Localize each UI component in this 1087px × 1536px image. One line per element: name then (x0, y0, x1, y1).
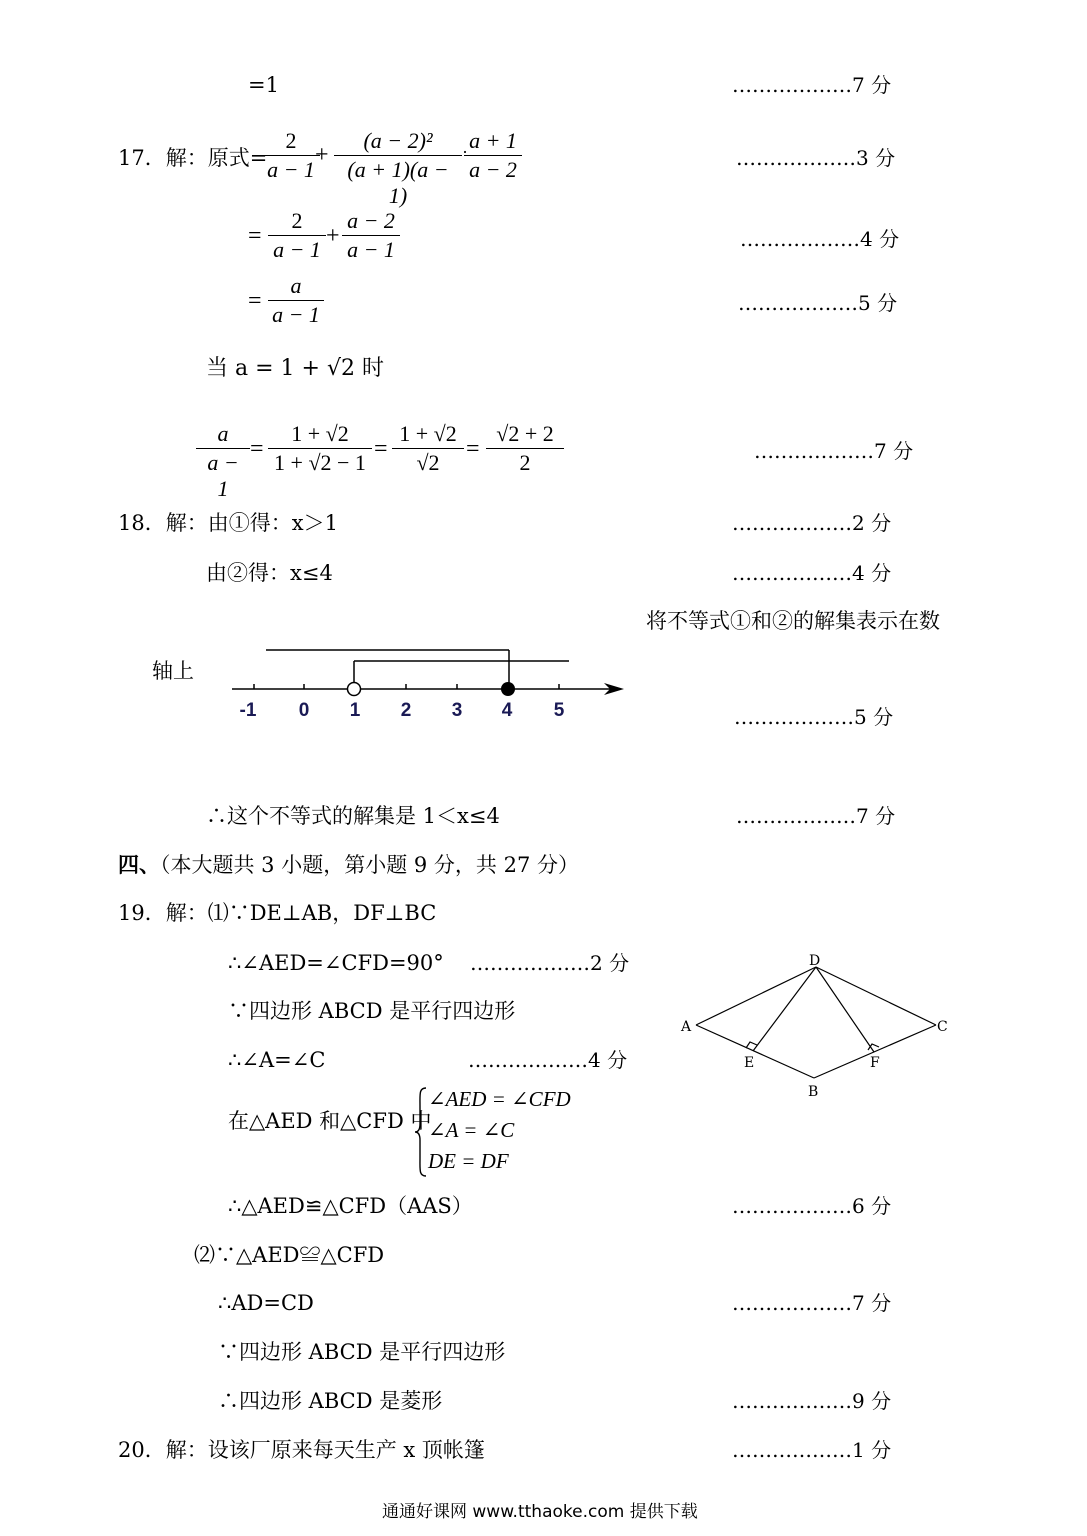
tick-label-2: 2 (400, 700, 412, 721)
dot-sign: · (462, 142, 468, 162)
vertex-label-a: A (681, 1019, 692, 1035)
vertex-label-d: D (809, 953, 821, 969)
equals-sign: = (374, 436, 388, 462)
q17-eval-frac-3: 1 + √2 √2 (392, 421, 464, 476)
q17-step2-frac-2: a − 2 a − 1 (342, 208, 400, 263)
open-point-1 (348, 683, 361, 696)
q19-part2-label: ⑵∵△AED≌△CFD (194, 1243, 385, 1267)
q17-step3-frac: a a − 1 (268, 273, 324, 328)
line-result: =1 (248, 73, 279, 97)
q17-eval-frac-4: √2 + 2 2 (486, 421, 564, 476)
q17-frac-3: a + 1 a − 2 (464, 128, 522, 183)
tick-label-neg1: -1 (239, 700, 257, 721)
equals-sign: = (248, 223, 262, 249)
q19-label: 19．解：⑴∵DE⊥AB，DF⊥BC (118, 901, 437, 925)
q17-eval-frac-2: 1 + √2 1 + √2 − 1 (268, 421, 372, 476)
tick-label-3: 3 (451, 700, 463, 721)
q17-label: 17．解：原式= (118, 146, 268, 170)
score-label: ………………2 分 (470, 951, 630, 975)
point-label-e: E (744, 1055, 755, 1071)
tick-label-4: 4 (501, 700, 513, 721)
equals-sign: = (250, 436, 264, 462)
q17-frac-2: (a − 2)² (a + 1)(a − 1) (334, 128, 462, 209)
q19-line-8: ∴AD=CD (218, 1291, 314, 1315)
score-label: ………………2 分 (732, 511, 892, 535)
equals-sign: = (466, 436, 480, 462)
score-label: ………………5 分 (738, 291, 898, 315)
q18-conclusion: ∴这个不等式的解集是 1＜x≤4 (206, 804, 500, 828)
score-label: ………………5 分 (734, 705, 894, 729)
score-label: ………………7 分 (754, 439, 914, 463)
plus-sign: + (326, 223, 340, 249)
q18-label: 18．解：由①得：x＞1 (118, 511, 338, 535)
q17-eval-frac-1: a a − 1 (196, 421, 250, 502)
q18-line-3: 将不等式①和②的解集表示在数 (646, 609, 940, 633)
q19-line-6: ∴△AED≌△CFD（AAS） (228, 1194, 473, 1218)
q19-line-10: ∴四边形 ABCD 是菱形 (218, 1389, 443, 1413)
score-label: ………………6 分 (732, 1194, 892, 1218)
closed-point-4 (501, 682, 515, 696)
system-eq-2: ∠A = ∠C (428, 1118, 515, 1142)
score-label: ………………1 分 (732, 1438, 892, 1462)
q19-line-2: ∴∠AED=∠CFD=90° (228, 951, 444, 975)
tick-label-1: 1 (349, 700, 361, 721)
system-eq-1: ∠AED = ∠CFD (428, 1087, 571, 1111)
score-label: ………………7 分 (736, 804, 896, 828)
vertex-label-b: B (808, 1084, 819, 1100)
tick-label-5: 5 (553, 700, 565, 721)
equals-sign: = (248, 288, 262, 314)
q17-frac-1: 2 a − 1 (262, 128, 320, 183)
score-label: ………………3 分 (736, 146, 896, 170)
score-label: ………………9 分 (732, 1389, 892, 1413)
q19-line-3: ∵四边形 ABCD 是平行四边形 (228, 999, 516, 1023)
score-label: ………………4 分 (468, 1048, 628, 1072)
q17-step2-frac-1: 2 a − 1 (268, 208, 326, 263)
plus-sign: + (315, 142, 329, 168)
score-label: ………………4 分 (732, 561, 892, 585)
system-brace (414, 1086, 428, 1178)
page-footer: 通通好课网 www.tthaoke.com 提供下载 (382, 1502, 698, 1522)
q20-label: 20．解：设该厂原来每天生产 x 顶帐篷 (118, 1438, 485, 1462)
q19-line-5: 在△AED 和△CFD 中 (228, 1109, 432, 1133)
score-label: ………………7 分 (732, 73, 892, 97)
q19-line-4: ∴∠A=∠C (228, 1048, 326, 1072)
point-label-f: F (870, 1055, 880, 1071)
tick-label-0: 0 (298, 700, 310, 721)
q19-line-9: ∵四边形 ABCD 是平行四边形 (218, 1340, 506, 1364)
rhombus-figure (676, 950, 956, 1100)
score-label: ………………7 分 (732, 1291, 892, 1315)
vertex-label-c: C (937, 1019, 948, 1035)
q17-when-text: 当 a = 1 + √2 时 (206, 356, 384, 381)
q18-line-3-cont: 轴上 (152, 659, 194, 683)
score-label: ………………4 分 (740, 227, 900, 251)
system-eq-3: DE = DF (428, 1149, 509, 1173)
q18-line-2: 由②得：x≤4 (206, 561, 333, 585)
section-4-heading: 四、（本大题共 3 小题，第小题 9 分，共 27 分） (118, 852, 579, 877)
number-line-figure (224, 640, 634, 726)
